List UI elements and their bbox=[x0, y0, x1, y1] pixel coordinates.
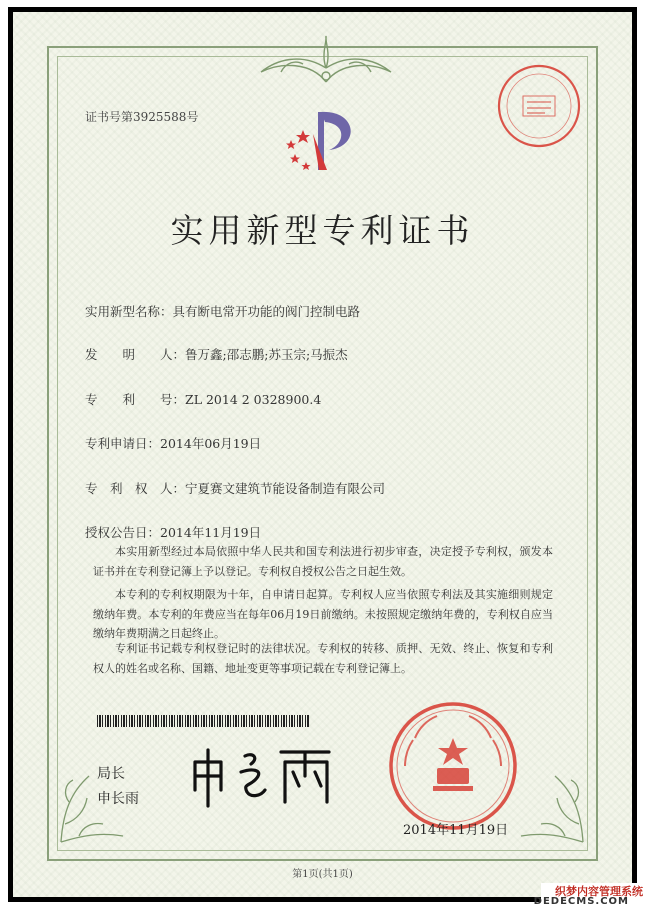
field-label: 授权公告日： bbox=[85, 525, 161, 540]
page-number: 第1页(共1页) bbox=[292, 869, 353, 880]
director-title: 局长 bbox=[97, 766, 125, 782]
field-value: 具有断电常开功能的阀门控制电路 bbox=[172, 304, 361, 319]
handwritten-signature-icon bbox=[181, 740, 341, 814]
field-application-date bbox=[85, 434, 261, 452]
certificate-number: 证书号第3925588号 bbox=[85, 110, 199, 124]
document-title: 实用新型专利证书 bbox=[170, 211, 475, 250]
sipo-logo-icon bbox=[275, 104, 371, 178]
field-patent-number bbox=[85, 390, 321, 408]
agency-stamp-icon bbox=[493, 60, 585, 152]
field-label: 专 利 号： bbox=[85, 392, 186, 407]
body-paragraph: 本实用新型经过本局依照中华人民共和国专利法进行初步审查，决定授予专利权，颁发本证书并在专利登记簿上予以登记。专利权自授权公告之日起生效。 bbox=[93, 545, 553, 578]
field-patentee bbox=[85, 479, 385, 497]
field-label: 专 利 权 人： bbox=[85, 481, 186, 496]
field-grant-date bbox=[85, 523, 261, 541]
field-label: 实用新型名称： bbox=[85, 304, 173, 319]
certificate-paper bbox=[13, 12, 632, 897]
field-value: ZL 2014 2 0328900.4 bbox=[185, 392, 322, 407]
field-value: 宁夏赛文建筑节能设备制造有限公司 bbox=[185, 481, 386, 496]
field-value: 2014年06月19日 bbox=[160, 436, 262, 451]
field-utility-model-name bbox=[85, 302, 360, 320]
field-value: 2014年11月19日 bbox=[160, 525, 262, 540]
field-label: 发 明 人： bbox=[85, 347, 186, 362]
top-ornament-icon bbox=[241, 32, 411, 88]
watermark bbox=[533, 883, 647, 909]
field-inventors bbox=[85, 345, 348, 363]
director-name: 申长雨 bbox=[97, 791, 139, 807]
watermark-line-1: 织梦内容管理系统 bbox=[555, 885, 643, 898]
barcode bbox=[97, 715, 309, 727]
field-label: 专利申请日： bbox=[85, 436, 161, 451]
body-paragraph: 专利证书记载专利权登记时的法律状况。专利权的转移、质押、无效、终止、恢复和专利权人的姓名或名称、国籍、地址变更等事项记载在专利登记簿上。 bbox=[93, 642, 553, 675]
field-value: 鲁万鑫;邵志鹏;苏玉宗;马振杰 bbox=[185, 347, 348, 362]
official-seal-icon bbox=[385, 698, 521, 834]
seal-date: 2014年11月19日 bbox=[403, 823, 509, 838]
watermark-line-2: DEDECMS.COM bbox=[533, 896, 629, 907]
body-paragraph: 本专利的专利权期限为十年，自申请日起算。专利权人应当依照专利法及其实施细则规定缴纳年费。本专利的年费应当在每年06月19日前缴纳。未按照规定缴纳年费的，专利权自应当缴纳年费期满之日起终止。 bbox=[93, 588, 553, 640]
